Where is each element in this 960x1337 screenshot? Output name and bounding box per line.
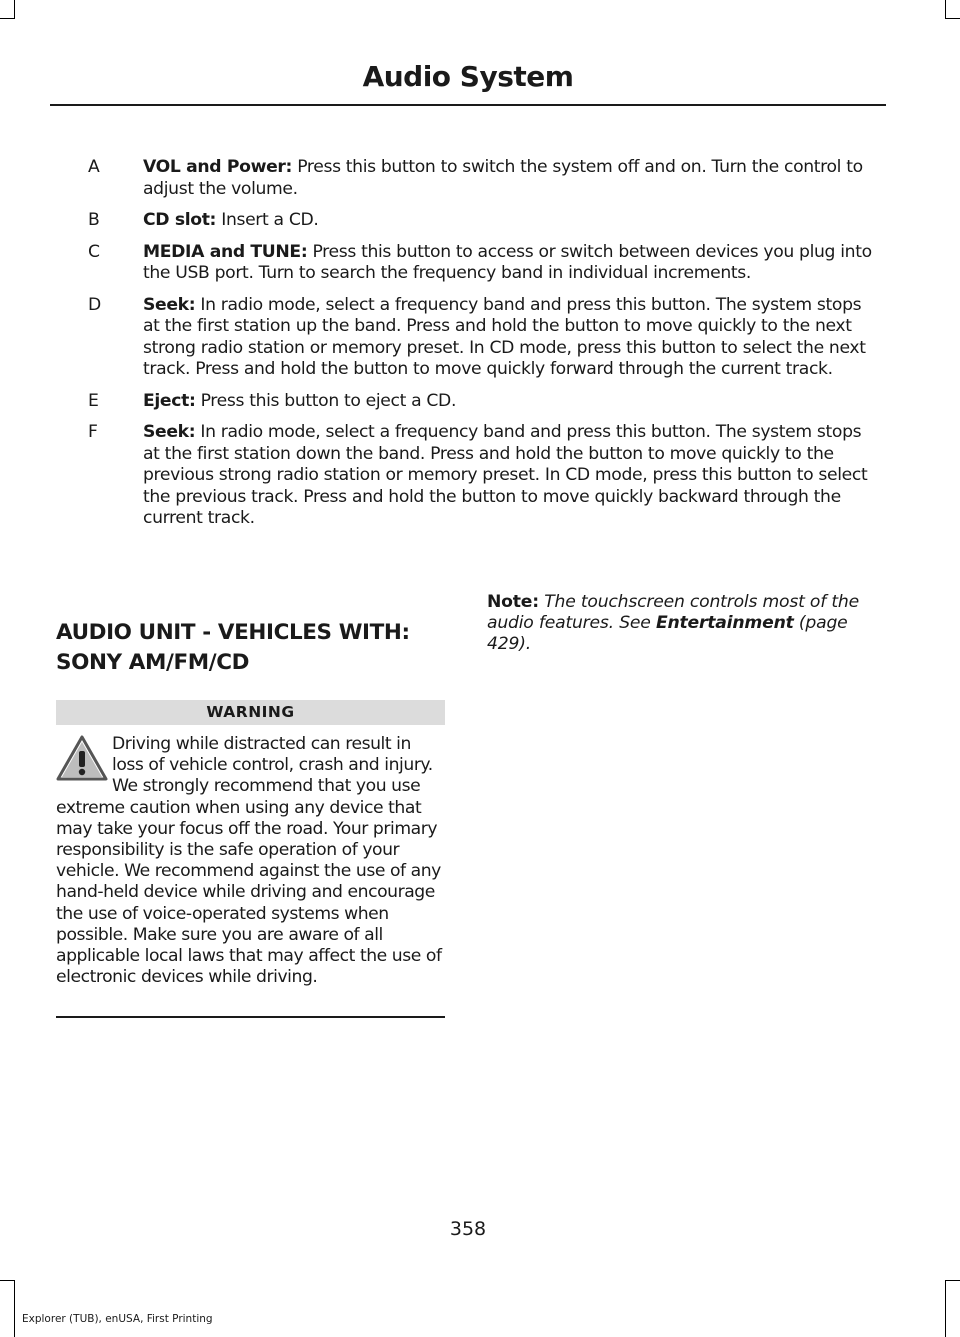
item-key: B: [88, 210, 100, 230]
warning-label: WARNING: [56, 700, 445, 725]
item-term: MEDIA and TUNE:: [143, 241, 308, 262]
list-item: [88, 295, 874, 381]
note: [487, 592, 877, 655]
warning-triangle-icon: [56, 734, 108, 782]
crop-mark-bottom-right-h: [945, 1280, 960, 1281]
list-item: [88, 422, 874, 530]
item-term: Seek:: [143, 294, 196, 315]
crop-mark-top-right-h: [945, 18, 960, 19]
list-item: [88, 210, 874, 232]
footer-text: Explorer (TUB), enUSA, First Printing: [22, 1313, 213, 1325]
page-reference: (page 429).: [487, 613, 848, 654]
item-key: E: [88, 390, 99, 411]
item-term: VOL and Power:: [143, 157, 293, 177]
crop-mark-top-left-h: [0, 18, 15, 19]
item-term: Eject:: [143, 390, 196, 411]
item-description: Press this button to switch the system off and on. Turn the control to adjust the volume.: [143, 157, 863, 199]
crop-mark-bottom-right-v: [945, 1280, 946, 1337]
list-item: [88, 242, 874, 285]
warning-text: Driving while distracted can result in loss of vehicle control, crash and injury. We strongly recommend that you use extreme caution when using any device that may take your focus off the road. Your primary responsibility is the safe operation of your vehicle. We recommend against the use of any hand-held device while driving and encourage the use of voice-operated systems when possible. Make sure you are aware of all applicable local laws that may affect the use of electronic devices while driving.: [56, 734, 442, 988]
item-key: F: [88, 422, 98, 442]
entertainment-link[interactable]: Entertainment: [655, 613, 794, 633]
item-term: CD slot:: [143, 210, 217, 230]
crop-mark-bottom-left-v: [14, 1280, 15, 1337]
item-description: Press this button to eject a CD.: [200, 390, 457, 411]
note-text: The touchscreen controls most of the audio features. See: [487, 592, 859, 633]
crop-mark-top-right-v: [945, 0, 946, 18]
item-key: C: [88, 241, 101, 262]
item-key: A: [88, 157, 100, 177]
item-description: In radio mode, select a frequency band and press this button. The system stops at the first station down the band. Press and hold the button to move quickly to the previous strong radio station or memory preset. In CD mode, press this button to select the previous track. Press and hold the button to move quickly backward through the current track.: [143, 422, 868, 528]
note-label: Note:: [487, 592, 539, 612]
crop-mark-bottom-left-h: [0, 1280, 15, 1281]
section-heading-line1: AUDIO UNIT - VEHICLES WITH:: [56, 620, 410, 645]
warning-body: [56, 734, 446, 988]
page-number: 358: [449, 1218, 487, 1240]
page-title: Audio System: [362, 60, 574, 93]
item-description: In radio mode, select a frequency band and press this button. The system stops at the first station up the band. Press and hold the button to move quickly to the next strong radio station or memory preset. In CD mode, press this button to select the next track. Press and hold the button to move quickly forward through the current track.: [143, 294, 866, 379]
control-list: [88, 157, 874, 540]
list-item: [88, 391, 874, 413]
section-heading-line2: SONY AM/FM/CD: [56, 650, 250, 675]
list-item: [88, 157, 874, 200]
warning-divider: [56, 1016, 445, 1018]
item-key: D: [88, 294, 102, 315]
crop-mark-top-left-v: [14, 0, 15, 18]
item-description: Press this button to access or switch between devices you plug into the USB port. Turn to search the frequency band in individual increments.: [143, 241, 872, 283]
title-divider: [50, 104, 886, 106]
item-term: Seek:: [143, 422, 196, 442]
item-description: Insert a CD.: [221, 210, 319, 230]
